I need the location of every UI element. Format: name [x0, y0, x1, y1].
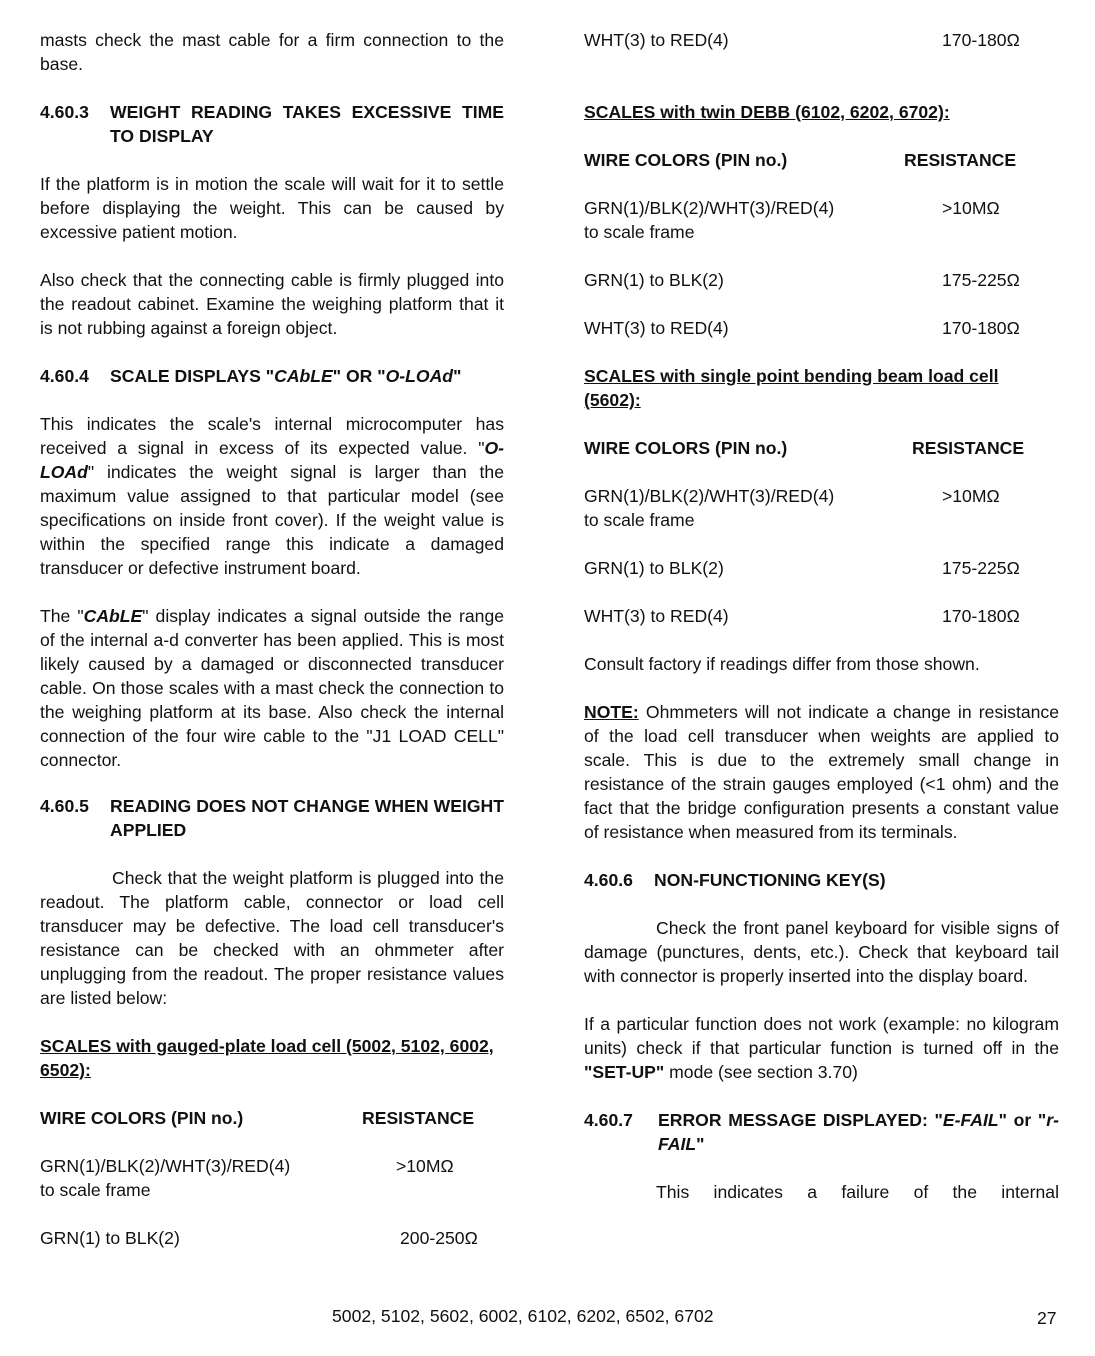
wire-cell: GRN(1) to BLK(2)	[40, 1228, 180, 1248]
wire-cell: to scale frame	[584, 222, 695, 242]
section-number: 4.60.7	[584, 1110, 633, 1130]
section-title: NON-FUNCTIONING KEY(S)	[654, 870, 886, 890]
paragraph: Check that the weight platform is plugged into the readout. The platform cable, connector or load cell transducer may be defective. The load cell transducer's resistance can be checked with an ohmmeter after unplugging from the readout. The proper resistance values are listed below:	[40, 868, 504, 1008]
wire-cell: GRN(1)/BLK(2)/WHT(3)/RED(4)	[584, 198, 835, 218]
column-header: WIRE COLORS (PIN no.)	[584, 438, 788, 458]
footer-models: 5002, 5102, 5602, 6002, 6102, 6202, 6502, 6702	[332, 1306, 714, 1326]
column-header: WIRE COLORS (PIN no.)	[40, 1108, 244, 1128]
right-column	[584, 28, 1059, 1204]
table-row	[584, 268, 1059, 292]
resistance-cell: >10MΩ	[942, 486, 1000, 506]
table-heading: SCALES with gauged-plate load cell (5002, 5102, 6002, 6502):	[40, 1036, 494, 1080]
section-4-60-4-heading	[40, 364, 504, 388]
section-4-60-3-heading	[40, 100, 504, 148]
resistance-cell: 170-180Ω	[942, 30, 1020, 50]
column-header: RESISTANCE	[904, 150, 1017, 170]
resistance-cell: 170-180Ω	[942, 318, 1020, 338]
table-row	[584, 316, 1059, 340]
table-row	[40, 1154, 504, 1202]
paragraph: The "CAbLE" display indicates a signal outside the range of the internal a-d converter has been applied. This is most likely caused by a damaged or disconnected transducer cable. On those scales with a mast check the connection to the weighing platform at its base. Also check the internal connection of the four wire cable to the "J1 LOAD CELL" connector.	[40, 606, 505, 770]
column-header: RESISTANCE	[362, 1108, 475, 1128]
table-row	[584, 196, 1059, 244]
table-heading: SCALES with twin DEBB (6102, 6202, 6702):	[584, 102, 950, 122]
resistance-cell: 175-225Ω	[942, 270, 1020, 290]
paragraph: This indicates a failure of the internal	[656, 1182, 1059, 1202]
wire-cell: WHT(3) to RED(4)	[584, 318, 729, 338]
wire-cell: WHT(3) to RED(4)	[584, 30, 729, 50]
consult-text: Consult factory if readings differ from those shown.	[584, 654, 980, 674]
wire-cell: to scale frame	[584, 510, 695, 530]
section-4-60-6-heading	[584, 868, 1059, 892]
section-4-60-5-heading	[40, 794, 504, 842]
table-heading: SCALES with single point bending beam load cell (5602):	[584, 366, 999, 410]
table-row	[40, 1226, 504, 1250]
table-header	[40, 1106, 504, 1130]
wire-cell: WHT(3) to RED(4)	[584, 606, 729, 626]
table-header	[584, 148, 1059, 172]
wire-cell: GRN(1) to BLK(2)	[584, 558, 724, 578]
paragraph: Also check that the connecting cable is firmly plugged into the readout cabinet. Examine the weighing platform that it is not rubbing against a foreign object.	[40, 270, 504, 338]
paragraph: Check the front panel keyboard for visible signs of damage (punctures, dents, etc.). Check that keyboard tail with connector is properly inserted into the display board.	[584, 918, 1059, 986]
page-number: 27	[1037, 1308, 1057, 1328]
column-header: WIRE COLORS (PIN no.)	[584, 150, 788, 170]
left-column	[40, 28, 504, 1250]
paragraph: If the platform is in motion the scale will wait for it to settle before displaying the weight. This can be caused by excessive patient motion.	[40, 174, 504, 242]
column-header: RESISTANCE	[912, 438, 1025, 458]
wire-cell: GRN(1)/BLK(2)/WHT(3)/RED(4)	[584, 486, 835, 506]
note-paragraph: NOTE: Ohmmeters will not indicate a change in resistance of the load cell transducer when weights are applied to scale. This is due to the extremely small change in resistance of the strain gauges employed (<1 ohm) and the fact that the bridge configuration presents a constant value of resistance when measured from its terminals.	[584, 702, 1059, 842]
paragraph: If a particular function does not work (example: no kilogram units) check if that particular function is turned off in the "SET-UP" mode (see section 3.70)	[584, 1014, 1059, 1082]
section-number: 4.60.5	[40, 796, 89, 816]
section-4-60-7-heading	[584, 1108, 1059, 1156]
table-header	[584, 436, 1059, 460]
section-number: 4.60.4	[40, 366, 89, 386]
table-row	[584, 556, 1059, 580]
section-title: WEIGHT READING TAKES EXCESSIVE TIME TO DISPLAY	[110, 102, 504, 146]
resistance-cell: 170-180Ω	[942, 606, 1020, 626]
section-title: SCALE DISPLAYS "CAbLE" OR "O-LOAd"	[110, 366, 462, 386]
intro-text: masts check the mast cable for a firm connection to the base.	[40, 30, 504, 74]
wire-cell: to scale frame	[40, 1180, 151, 1200]
table-row	[584, 604, 1059, 628]
section-number: 4.60.3	[40, 102, 89, 122]
table-row	[584, 484, 1059, 532]
section-number: 4.60.6	[584, 870, 633, 890]
wire-cell: GRN(1) to BLK(2)	[584, 270, 724, 290]
resistance-cell: 200-250Ω	[400, 1228, 478, 1248]
resistance-cell: >10MΩ	[396, 1156, 454, 1176]
wire-cell: GRN(1)/BLK(2)/WHT(3)/RED(4)	[40, 1156, 291, 1176]
note-label: NOTE:	[584, 702, 639, 722]
section-title: READING DOES NOT CHANGE WHEN WEIGHT APPLIED	[110, 796, 504, 840]
table-row	[584, 28, 1059, 52]
resistance-cell: 175-225Ω	[942, 558, 1020, 578]
paragraph: This indicates the scale's internal microcomputer has received a signal in excess of its expected value. "O-LOAd" indicates the weight signal is larger than the maximum value assigned to that particular model (see specifications on inside front cover). If the weight value is within the specified range this indicate a damaged transducer or defective instrument board.	[40, 414, 504, 578]
section-title: ERROR MESSAGE DISPLAYED: "E-FAIL" or "r-FAIL"	[658, 1110, 1059, 1154]
resistance-cell: >10MΩ	[942, 198, 1000, 218]
